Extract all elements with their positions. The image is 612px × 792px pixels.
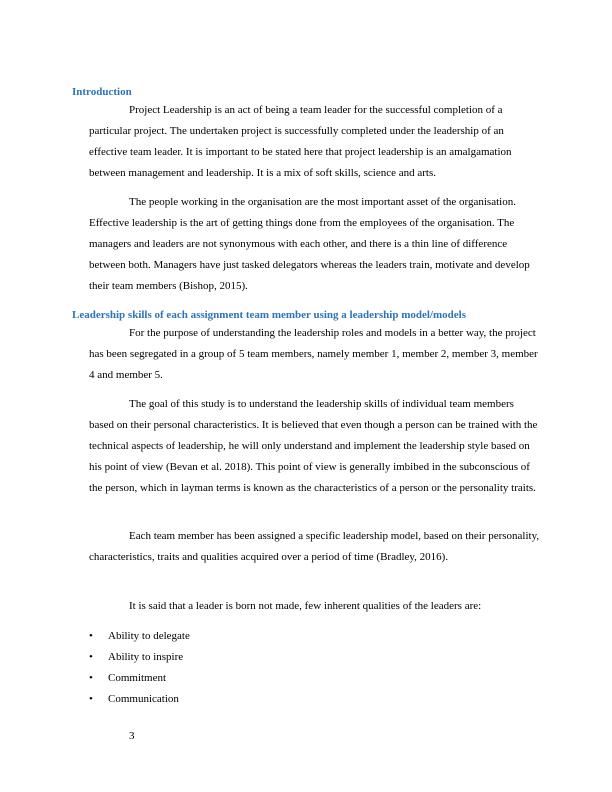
heading-introduction: Introduction bbox=[72, 86, 132, 98]
list-item bbox=[89, 670, 190, 691]
list-item bbox=[89, 628, 190, 649]
list-item-text: Ability to inspire bbox=[108, 651, 184, 663]
page-number: 3 bbox=[129, 730, 135, 742]
paragraph-leadership-3: Each team member has been assigned a specific leadership model, based on their personality, characteristics, traits and qualities acquired over a period of time (Bradley, 2016). bbox=[89, 530, 540, 563]
paragraph-intro-1: Project Leadership is an act of being a team leader for the successful completion of a particular project. The undertaken project is successfully completed under the leadership of an effective team leader. It is important to be stated here that project leadership is an amalgamation between management and leadership. It is a mix of soft skills, science and arts. bbox=[89, 104, 512, 179]
list-item bbox=[89, 649, 190, 670]
paragraph-leadership-4: It is said that a leader is born not made, few inherent qualities of the leaders are: bbox=[129, 600, 482, 612]
paragraph-leadership-1: For the purpose of understanding the leadership roles and models in a better way, the project has been segregated in a group of 5 team members, namely member 1, member 2, member 3, member 4 and member 5. bbox=[89, 327, 538, 381]
bullet-icon: • bbox=[89, 693, 93, 705]
paragraph-leadership-2: The goal of this study is to understand the leadership skills of individual team members based on their personal characteristics. It is believed that even though a person can be trained with the technical aspects of leadership, he will only understand and implement the leadership style based on his point of view (Bevan et al. 2018). This point of view is generally imbibed in the subconscious of the person, which in layman terms is known as the characteristics of a person or the personality traits. bbox=[89, 398, 538, 494]
bullet-icon: • bbox=[89, 672, 93, 684]
list-item-text: Ability to delegate bbox=[108, 630, 190, 642]
list-item-text: Communication bbox=[108, 693, 179, 705]
qualities-list bbox=[89, 628, 190, 712]
list-item-text: Commitment bbox=[108, 672, 167, 684]
heading-leadership-skills: Leadership skills of each assignment team member using a leadership model/models bbox=[72, 309, 466, 321]
bullet-icon: • bbox=[89, 651, 93, 663]
list-item bbox=[89, 691, 190, 712]
bullet-icon: • bbox=[89, 630, 93, 642]
paragraph-intro-2: The people working in the organisation are the most important asset of the organisation. Effective leadership is the art of getting things done from the employees of the organisation. The managers and leaders are not synonymous with each other, and there is a thin line of difference between both. Managers have just tasked delegators whereas the leaders train, motivate and develop their team members (Bishop, 2015). bbox=[89, 196, 530, 292]
